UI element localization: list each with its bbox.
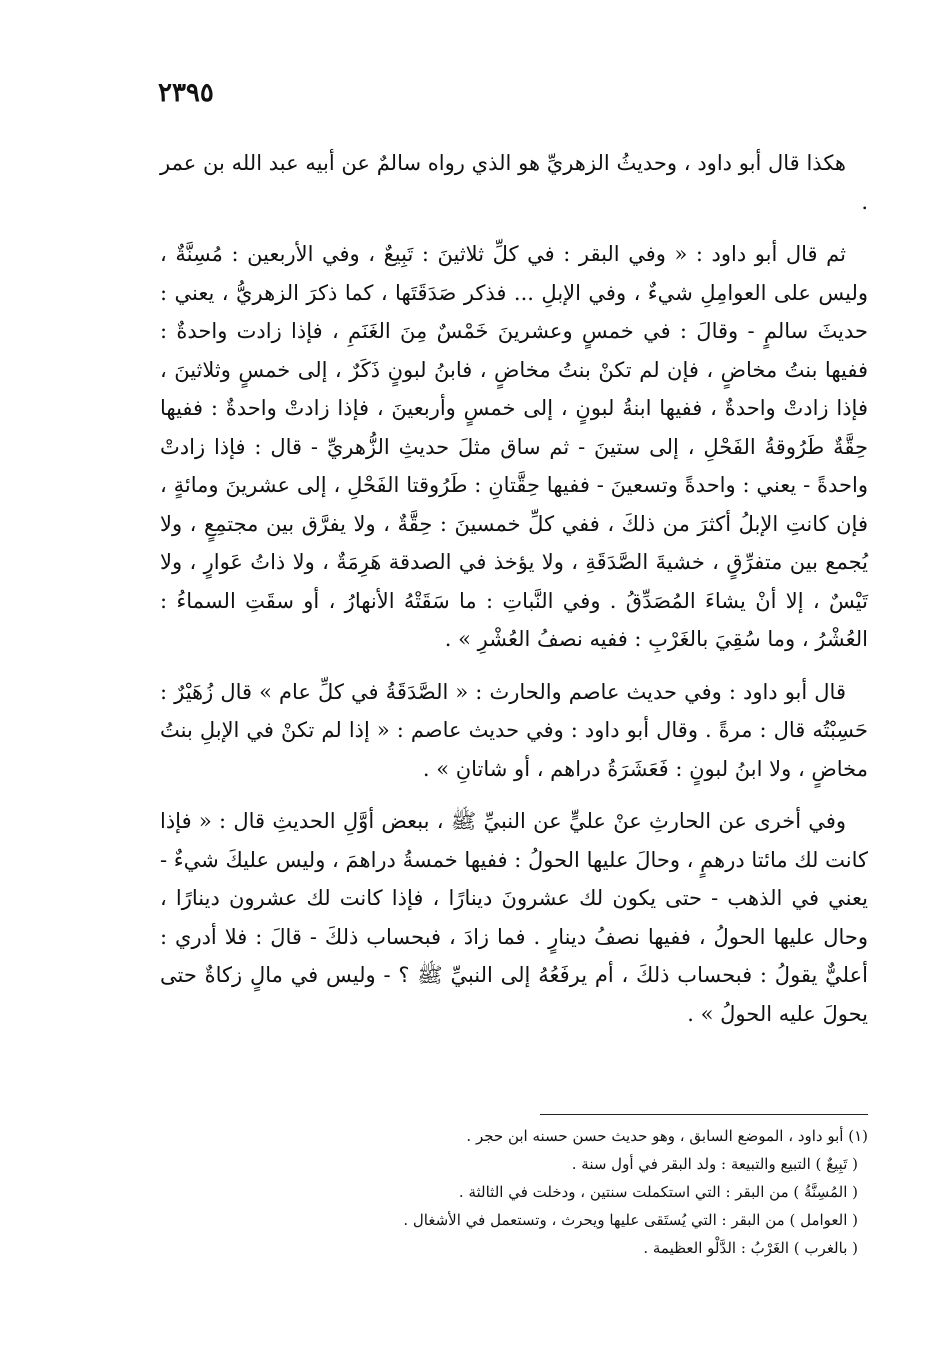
paragraph-2: ثم قال أبو داود : « وفي البقر : في كلِّ ثلاثينَ : تَبِيعٌ ، وفي الأربعين : مُسِنَّةٌ ، وليس على العوامِلِ شيءٌ ، وفي الإبلِ ... فذكر صَدَقَتَها ، كما ذكرَ الزهريُّ ، يعني : حديثَ سالمٍ - وقالَ : في خمسٍ وعشرينَ خَمْسٌ مِنَ الغَنَمِ ، فإذا زادت واحدةٌ : ففيها بنتُ مخاضٍ ، فإن لم تكنْ بنتُ مخاضٍ ، فابنُ لبونٍ ذَكَرٌ ، إلى خمسٍ وثلاثينَ ، فإذا زادتْ واحدةٌ ، ففيها ابنةُ لبونٍ ، إلى خمسٍ وأربعينَ ، فإذا زادتْ واحدةٌ : ففيها حِقَّةٌ طَرُوقةُ الفَحْلِ ، إلى ستينَ - ثم ساق مثلَ حديثِ الزُّهريِّ - قال : فإذا زادتْ واحدةً - يعني : واحدةً وتسعينَ - ففيها حِقَّتانِ : طَرُوقتا الفَحْلِ ، إلى عشرينَ ومائةٍ ، فإن كانتِ الإبلُ أكثرَ من ذلكَ ، ففي كلِّ خمسينَ : حِقَّةٌ ، ولا يفرَّق بين مجتمِعٍ ، ولا يُجمع بين متفرِّقٍ ، خشيةَ الصَّدَقَةِ ، ولا يؤخذ في الصدقة هَرِمَةٌ ، ولا ذاتُ عَوارٍ ، ولا تَيْسٌ ، إلا أنْ يشاءَ المُصَدِّقُ . وفي النَّباتِ : ما سَقَتْهُ الأنهارُ ، أو سقَتِ السماءُ : العُشْرُ ، وما سُقِيَ بالغَرْبِ : ففيه نصفُ العُشْرِ » .	[160, 242, 868, 651]
page-number: ٢٣٩٥	[158, 78, 214, 108]
paragraph-4: وفي أخرى عن الحارثِ عنْ عليٍّ عن النبيِّ ﷺ ، ببعض أوَّلِ الحديثِ قال : « فإذا كانت لك مائتا درهمٍ ، وحالَ عليها الحولُ : ففيها خمسةُ دراهمَ ، وليس عليكَ شيءٌ - يعني في الذهب - حتى يكون لك عشرونَ دينارًا ، فإذا كانت لك عشرون دينارًا ، وحال عليها الحولُ ، ففيها نصفُ دينارٍ . فما زادَ ، فبحساب ذلكَ - قالَ : فلا أدري : أعليٌّ يقولُ : فبحساب ذلكَ ، أم يرفَعُهُ إلى النبيِّ ﷺ ؟ - وليس في مالٍ زكاةٌ حتى يحولَ عليه الحولُ » .	[160, 809, 868, 1026]
footnote-divider	[540, 1114, 868, 1115]
footnote-gharb: ( بالغرب ) الغَرْبُ : الدَّلْو العظيمة .	[643, 1239, 858, 1257]
paragraph-1: هكذا قال أبو داود ، وحديثُ الزهريِّ هو الذي رواه سالمٌ عن أبيه عبد الله بن عمر .	[160, 151, 868, 214]
footnotes	[300, 1122, 868, 1262]
main-text	[160, 144, 868, 1033]
footnote-1: (١) أبو داود ، الموضع السابق ، وهو حديث حسن حسنه ابن حجر .	[466, 1127, 868, 1145]
paragraph-3: قال أبو داود : وفي حديث عاصم والحارث : « الصَّدَقَةُ في كلِّ عام » قال زُهَيْرٌ : حَسِبْتُه قال : مرةً . وقال أبو داود : وفي حديث عاصم : « إذا لم تكنْ في الإبلِ بنتُ مخاضٍ ، ولا ابنُ لبونٍ : فَعَشَرَةُ دراهم ، أو شاتانِ » .	[160, 679, 868, 781]
footnote-musinna: ( المُسِنَّةُ ) من البقر : التي استكملت سنتين ، ودخلت في الثالثة .	[458, 1183, 858, 1201]
footnote-tabee: ( تَبِيعٌ ) التبيع والتبيعة : ولد البقر في أول سنة .	[571, 1155, 858, 1173]
footnote-awamil: ( العوامل ) من البقر : التي يُستَقى عليها ويحرث ، وتستعمل في الأشغال .	[403, 1211, 858, 1229]
